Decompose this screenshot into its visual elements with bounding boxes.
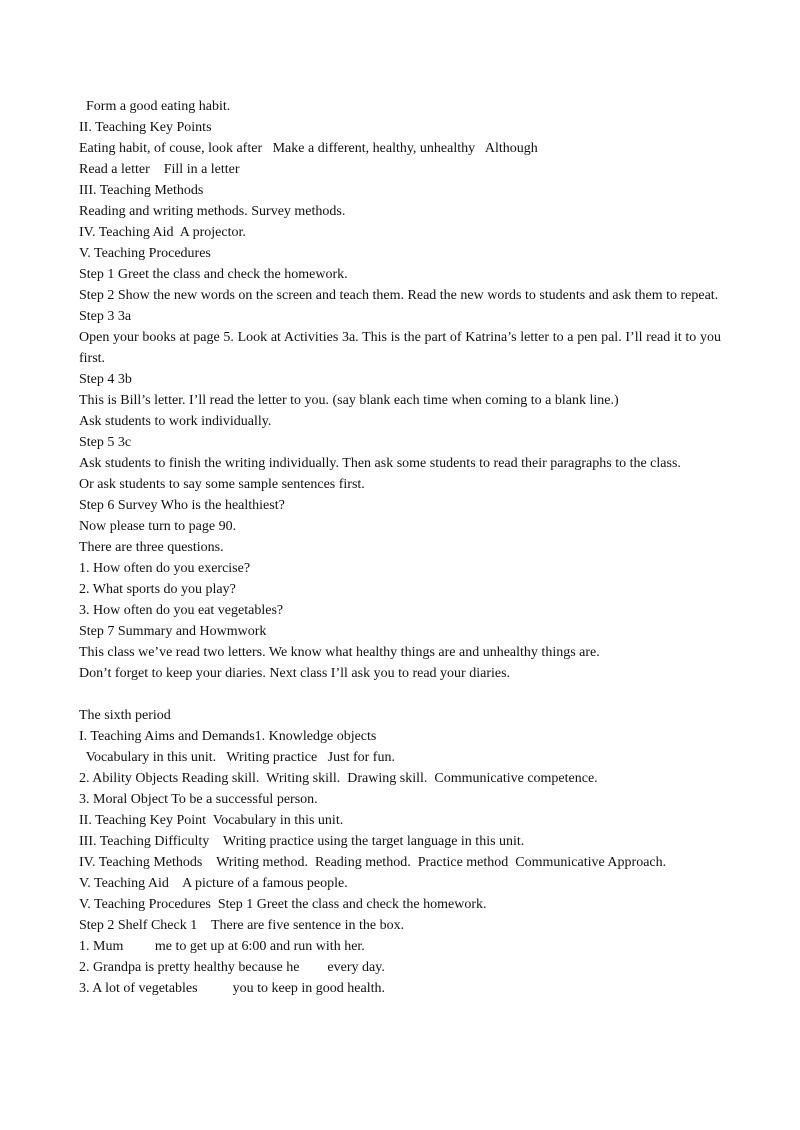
- text-line: 2. Ability Objects Reading skill. Writing skill. Drawing skill. Communicative competence.: [79, 771, 598, 786]
- period-title: The sixth period: [79, 708, 171, 723]
- question-line: 1. How often do you exercise?: [79, 561, 251, 576]
- text-line: Don’t forget to keep your diaries. Next class I’ll ask you to read your diaries.: [79, 666, 511, 681]
- step-line: Step 1 Greet the class and check the homework.: [79, 267, 348, 282]
- step-line: Step 2 Shelf Check 1 There are five sentence in the box.: [79, 918, 405, 933]
- text-line: Or ask students to say some sample sentences first.: [79, 477, 365, 492]
- section-heading: II. Teaching Key Points: [79, 120, 212, 135]
- section-heading: V. Teaching Aid A picture of a famous people.: [79, 876, 348, 891]
- section-heading: I. Teaching Aims and Demands1. Knowledge objects: [79, 729, 377, 744]
- step-line: Step 7 Summary and Howmwork: [79, 624, 267, 639]
- step-line: Step 3 3a: [79, 309, 132, 324]
- text-line: Form a good eating habit.: [79, 99, 231, 114]
- text-line: Now please turn to page 90.: [79, 519, 237, 534]
- text-line: Open your books at page 5. Look at Activities 3a. This is the part of Katrina’s letter to a pen pal. I’ll read it to you first.: [79, 330, 721, 366]
- section-heading: IV. Teaching Aid A projector.: [79, 225, 246, 240]
- step-line: Step 5 3c: [79, 435, 132, 450]
- section-heading: IV. Teaching Methods Writing method. Reading method. Practice method Communicative Approach.: [79, 855, 667, 870]
- text-line: Reading and writing methods. Survey methods.: [79, 204, 346, 219]
- question-line: 2. What sports do you play?: [79, 582, 236, 597]
- text-line: This class we’ve read two letters. We know what healthy things are and unhealthy things are.: [79, 645, 600, 660]
- step-line: Step 6 Survey Who is the healthiest?: [79, 498, 285, 513]
- text-line: There are three questions.: [79, 540, 224, 555]
- text-line: Vocabulary in this unit. Writing practice Just for fun.: [79, 750, 395, 765]
- text-line: 3. Moral Object To be a successful person.: [79, 792, 318, 807]
- blank-line: [79, 684, 721, 705]
- document-body: [79, 96, 721, 999]
- section-heading: V. Teaching Procedures Step 1 Greet the class and check the homework.: [79, 897, 487, 912]
- section-heading: III. Teaching Methods: [79, 183, 204, 198]
- section-heading: III. Teaching Difficulty Writing practice using the target language in this unit.: [79, 834, 525, 849]
- text-line: Eating habit, of couse, look after Make a different, healthy, unhealthy Although: [79, 141, 538, 156]
- step-line: Step 2 Show the new words on the screen and teach them. Read the new words to students and ask them to repeat.: [79, 288, 719, 303]
- section-heading: II. Teaching Key Point Vocabulary in this unit.: [79, 813, 344, 828]
- exercise-sentence: 1. Mum me to get up at 6:00 and run with her.: [79, 939, 365, 954]
- exercise-sentence: 3. A lot of vegetables you to keep in good health.: [79, 981, 386, 996]
- text-line: Ask students to finish the writing individually. Then ask some students to read their paragraphs to the class.: [79, 456, 681, 471]
- question-line: 3. How often do you eat vegetables?: [79, 603, 284, 618]
- step-line: Step 4 3b: [79, 372, 132, 387]
- section-heading: V. Teaching Procedures: [79, 246, 211, 261]
- text-line: Read a letter Fill in a letter: [79, 162, 240, 177]
- exercise-sentence: 2. Grandpa is pretty healthy because he every day.: [79, 960, 385, 975]
- text-line: This is Bill’s letter. I’ll read the letter to you. (say blank each time when coming to a blank line.): [79, 393, 619, 408]
- text-line: Ask students to work individually.: [79, 414, 272, 429]
